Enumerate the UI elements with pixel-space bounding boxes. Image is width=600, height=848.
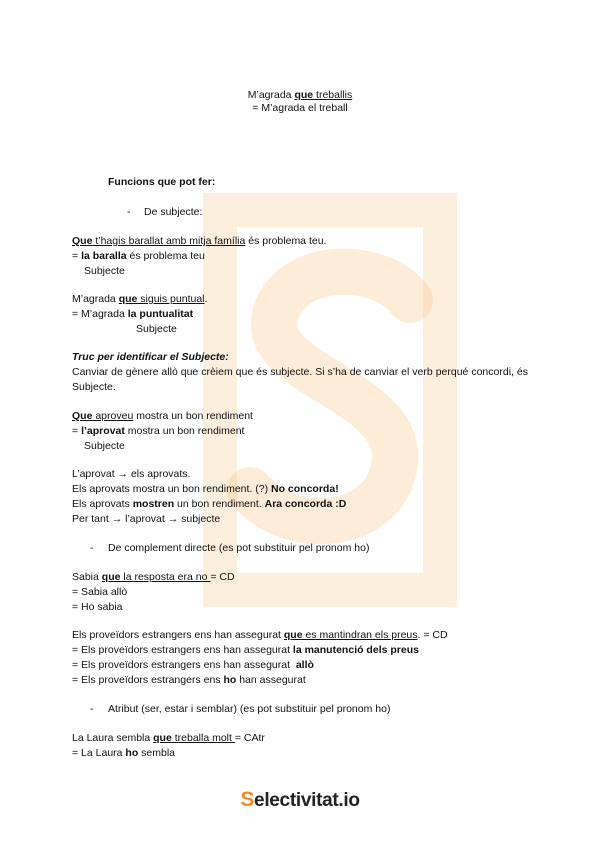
example-5-line-2 bbox=[72, 643, 419, 658]
underlined-clause: es mantindran els preus bbox=[302, 629, 418, 641]
example-6-line-1 bbox=[72, 731, 265, 746]
example-4-line-3: = Ho sabia bbox=[72, 601, 123, 613]
example-text: un bon rendiment. bbox=[174, 498, 265, 510]
example-2-line-2 bbox=[72, 307, 193, 322]
example-text: = CAtr bbox=[234, 732, 265, 744]
trick-text: Canviar de gènere allò que crèiem que és subjecte. Si s’ha de canviar el verb perqué concordi, és Subjecte. bbox=[72, 366, 528, 393]
example-text: . bbox=[204, 293, 208, 305]
concord-line-2 bbox=[72, 482, 339, 497]
example-text: = La Laura bbox=[72, 747, 126, 759]
que-word: que bbox=[283, 629, 303, 641]
bold-term: ho bbox=[223, 674, 237, 686]
logo-text: electivitat.io bbox=[254, 790, 360, 811]
underlined-clause: aproveu bbox=[92, 410, 134, 422]
example-text: han assegurat bbox=[236, 674, 306, 686]
header-line-2: = M’agrada el treball bbox=[252, 102, 348, 114]
underlined-clause: treballa molt bbox=[171, 732, 235, 744]
function-direct-object-heading: De complement directe (es pot substituir pel pronom ho) bbox=[108, 542, 370, 554]
example-text: = Els proveïdors estrangers ens han assegurat bbox=[72, 659, 296, 671]
bold-term: la baralla bbox=[81, 250, 127, 262]
concord-line-4: Per tant → l’aprovat → subjecte bbox=[72, 513, 221, 525]
section-title: Funcions que pot fer: bbox=[108, 176, 216, 188]
que-word: que bbox=[294, 89, 314, 101]
que-word: que bbox=[118, 293, 138, 305]
bold-term: No concorda! bbox=[271, 483, 339, 495]
bold-term: mostren bbox=[132, 498, 175, 510]
example-2-line-1 bbox=[72, 292, 207, 307]
subject-tag: Subjecte bbox=[136, 323, 177, 335]
bold-term: Ara concorda :D bbox=[264, 498, 347, 510]
underlined-clause: treballis bbox=[313, 89, 353, 101]
subject-tag: Subjecte bbox=[84, 440, 125, 452]
que-word: que bbox=[101, 571, 121, 583]
example-text: = Els proveïdors estrangers ens bbox=[72, 674, 224, 686]
bold-term: ho bbox=[125, 747, 139, 759]
bullet-dash: - bbox=[90, 703, 94, 715]
bold-term: l’aprovat bbox=[81, 425, 125, 437]
subject-tag: Subjecte bbox=[84, 265, 125, 277]
function-attribute-heading: Atribut (ser, estar i semblar) (es pot substituir pel pronom ho) bbox=[108, 703, 391, 715]
example-text: = CD bbox=[210, 571, 235, 583]
example-3-line-2 bbox=[72, 424, 244, 439]
example-text: = bbox=[72, 250, 82, 262]
underlined-clause: siguis puntual bbox=[137, 293, 205, 305]
bold-term: la puntualitat bbox=[127, 308, 194, 320]
example-text: Sabia bbox=[72, 571, 102, 583]
example-text: = M’agrada bbox=[72, 308, 128, 320]
example-text: Els proveïdors estrangers ens han assegurat bbox=[72, 629, 284, 641]
que-word: Que bbox=[72, 235, 93, 247]
example-text: Els aprovats bbox=[72, 498, 133, 510]
bold-term: allò bbox=[295, 659, 314, 671]
bullet-dash: - bbox=[90, 542, 94, 554]
bold-term: la manutenció dels preus bbox=[292, 644, 419, 656]
function-subject-heading: De subjecte: bbox=[144, 206, 203, 218]
example-text: és problema teu. bbox=[245, 235, 327, 247]
underlined-clause: t’hagis barallat amb mitja família bbox=[92, 235, 246, 247]
example-4-line-2: = Sabia allò bbox=[72, 586, 128, 598]
logo-s-mark: S bbox=[240, 788, 255, 811]
example-text: = bbox=[72, 425, 82, 437]
example-5-line-4 bbox=[72, 673, 306, 688]
example-text: . = CD bbox=[417, 629, 448, 641]
example-5-line-3 bbox=[72, 658, 314, 673]
concord-line-1: L’aprovat → els aprovats. bbox=[72, 468, 191, 480]
example-text: mostra un bon rendiment bbox=[133, 410, 253, 422]
example-5-line-1 bbox=[72, 628, 448, 643]
header-text: M’agrada bbox=[247, 89, 295, 101]
example-text: mostra un bon rendiment bbox=[124, 425, 245, 437]
example-text: = Els proveïdors estrangers ens han assegurat bbox=[72, 644, 293, 656]
example-1-line-2 bbox=[72, 249, 205, 264]
example-6-line-2 bbox=[72, 746, 175, 761]
trick-title: Truc per identificar el Subjecte: bbox=[72, 351, 229, 363]
concord-line-3 bbox=[72, 497, 346, 512]
example-4-line-1 bbox=[72, 570, 235, 585]
example-text: M’agrada bbox=[72, 293, 119, 305]
underlined-clause: la resposta era no bbox=[120, 571, 211, 583]
example-3-line-1 bbox=[72, 409, 253, 424]
example-text: sembla bbox=[138, 747, 176, 759]
example-text: és problema teu bbox=[126, 250, 205, 262]
example-text: Els aprovats mostra un bon rendiment. (?) bbox=[72, 483, 272, 495]
que-word: Que bbox=[72, 410, 93, 422]
bullet-dash: - bbox=[127, 206, 131, 218]
example-1-line-1 bbox=[72, 234, 326, 249]
selectivitat-logo bbox=[0, 788, 600, 811]
que-word: que bbox=[153, 732, 172, 744]
example-text: La Laura sembla bbox=[72, 732, 154, 744]
